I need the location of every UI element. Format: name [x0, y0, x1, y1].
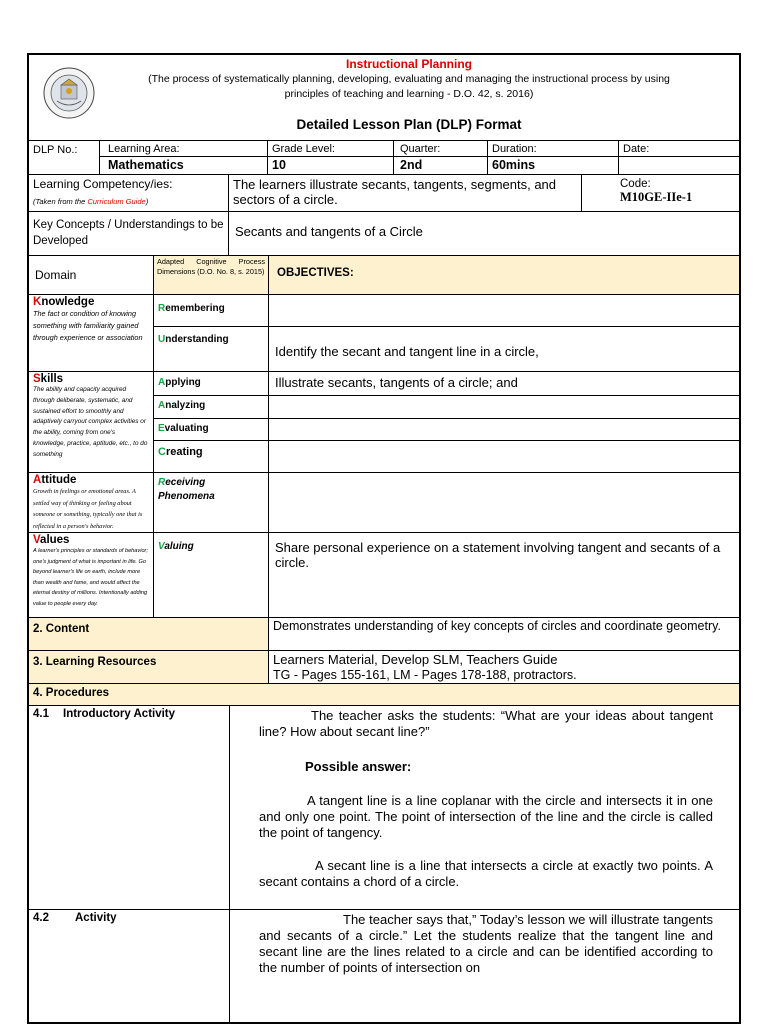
cognitive-understanding-cell: [154, 327, 269, 372]
values-title: Values: [33, 534, 70, 546]
valuing-label: Valuing: [158, 541, 194, 552]
competency-text-cell: [229, 175, 582, 212]
code-label: Code:: [620, 178, 651, 190]
values-description: A learner's principles or standards of behavior; one's judgment of what is important in life. Go beyond learner's life on earth, include more than wealth and fame, and would affect the eternal destiny of millions. Intentionally adding value to people every day.: [33, 548, 148, 607]
intro-possible-answer: Possible answer:: [305, 759, 412, 774]
cognitive-analyzing-cell: [154, 396, 269, 419]
resources-value-cell: [269, 651, 741, 684]
domain-skills-cell: [29, 372, 154, 473]
competency-text: The learners illustrate secants, tangents, segments, and sectors of a circle.: [233, 177, 557, 207]
domain-attitude-cell: [29, 473, 154, 533]
key-concepts-label-cell: [29, 212, 229, 256]
cognitive-applying-cell: [154, 372, 269, 396]
intro-label-cell: [29, 706, 230, 910]
quarter-value: 2nd: [400, 158, 423, 172]
grade-level-cell: [268, 141, 394, 175]
objective-applying: Illustrate secants, tangents of a circle; and: [275, 375, 518, 390]
activity-label-cell: [29, 910, 230, 1024]
learning-area-cell: [100, 141, 268, 175]
activity-body-cell: [230, 910, 741, 1024]
key-concepts-label: Key Concepts / Understandings to be Developed: [33, 219, 224, 247]
skills-description: The ability and capacity acquired through deliberate, systematic, and sustained effort to smoothly and adaptively carryout complex activities or the ability, coming from one's knowledge, practice, aptitude, etc., to do something: [33, 386, 148, 458]
grade-level-value: 10: [272, 158, 286, 172]
content-label-cell: [29, 618, 269, 651]
format-title: Detailed Lesson Plan (DLP) Format: [296, 117, 522, 132]
adapted-label: Adapted Cognitive Process Dimensions (D.O. No. 8, s. 2015): [157, 257, 265, 276]
applying-label: Applying: [158, 377, 201, 388]
activity-title: 4.2 Activity: [33, 912, 117, 924]
objective-valuing-cell: [269, 533, 741, 618]
header-title: Instructional Planning: [345, 57, 472, 71]
content-value: Demonstrates understanding of key concepts of circles and coordinate geometry.: [273, 619, 721, 633]
objective-creating-cell: [269, 441, 741, 473]
objectives-header-cell: [269, 256, 741, 295]
intro-paragraph-1: The teacher asks the students: “What are your ideas about tangent line? How about secant line?”: [259, 708, 713, 739]
cognitive-remembering-cell: [154, 295, 269, 327]
receiving-label: Receiving Phenomena: [158, 477, 215, 502]
intro-paragraph-2: A tangent line is a line coplanar with the circle and intersects it in one and only one point. The point of intersection of the line and the circle is called the point of tangency.: [259, 793, 713, 840]
lesson-plan-document: [27, 53, 741, 1024]
code-cell: [582, 175, 741, 212]
domain-knowledge-cell: [29, 295, 154, 372]
resources-line2: TG - Pages 155-161, LM - Pages 178-188, protractors.: [273, 668, 577, 682]
duration-label: Duration:: [488, 141, 618, 157]
domain-header-cell: [29, 256, 154, 295]
competency-note: (Taken from the Curriculum Guide): [33, 197, 149, 206]
content-label: 2. Content: [33, 623, 90, 635]
code-value: M10GE-IIe-1: [620, 190, 693, 204]
resources-label: 3. Learning Resources: [33, 656, 157, 668]
objective-analyzing-cell: [269, 396, 741, 419]
resources-label-cell: [29, 651, 269, 684]
domain-label: Domain: [35, 268, 77, 282]
evaluating-label: Evaluating: [158, 423, 209, 434]
objective-remembering-cell: [269, 295, 741, 327]
domain-values-cell: [29, 533, 154, 618]
objective-evaluating-cell: [269, 419, 741, 441]
attitude-title: Attitude: [33, 474, 77, 486]
learning-area-value: Mathematics: [108, 158, 184, 172]
skills-title: Skills: [33, 373, 64, 385]
key-concepts-value-cell: [229, 212, 741, 256]
duration-cell: [488, 141, 619, 175]
quarter-label: Quarter:: [394, 141, 487, 157]
header-description-line1: (The process of systematically planning, developing, evaluating and managing the instructional process by using: [148, 73, 670, 85]
attitude-description: Growth in feelings or emotional areas. A settled way of thinking or feeling about someone or something, typically one that is reflected in a person's behavior.: [33, 488, 143, 530]
competency-label: Learning Competency/ies:: [33, 177, 173, 191]
knowledge-title: Knowledge: [33, 296, 95, 308]
dlp-no-cell: [29, 141, 100, 175]
creating-label: Creating: [158, 446, 203, 458]
procedures-label: 4. Procedures: [33, 687, 110, 699]
content-value-cell: [269, 618, 741, 651]
dlp-no-label: DLP No.:: [33, 144, 78, 156]
quarter-cell: [394, 141, 488, 175]
deped-seal-icon: [43, 67, 95, 119]
objective-receiving-cell: [269, 473, 741, 533]
header-description: [89, 72, 729, 102]
remembering-label: Remembering: [158, 303, 225, 314]
date-cell: [619, 141, 741, 175]
date-label: Date:: [619, 141, 741, 157]
resources-line1: Learners Material, Develop SLM, Teachers Guide: [273, 652, 558, 667]
analyzing-label: Analyzing: [158, 400, 206, 411]
intro-title: 4.1 Introductory Activity: [33, 708, 176, 720]
objectives-label: OBJECTIVES:: [277, 267, 354, 279]
knowledge-description: The fact or condition of knowing something with familiarity gained through experience or association: [33, 309, 143, 342]
procedures-header-cell: [29, 684, 741, 706]
header-description-line2: principles of teaching and learning - D.O. 42, s. 2016): [284, 88, 534, 100]
objective-valuing: Share personal experience on a statement involving tangent and secants of a circle.: [275, 540, 721, 570]
intro-paragraph-3: A secant line is a line that intersects a circle at exactly two points. A secant contains a chord of a circle.: [259, 858, 713, 889]
date-value: [619, 157, 741, 173]
key-concepts-value: Secants and tangents of a Circle: [235, 224, 423, 239]
understanding-label: Understanding: [158, 334, 229, 345]
objective-applying-cell: [269, 372, 741, 396]
cognitive-receiving-cell: [154, 473, 269, 533]
learning-area-label: Learning Area:: [100, 141, 267, 157]
duration-value: 60mins: [492, 158, 536, 172]
grade-level-label: Grade Level:: [268, 141, 393, 157]
cognitive-creating-cell: [154, 441, 269, 473]
competency-label-cell: [29, 175, 229, 212]
intro-body-cell: [230, 706, 741, 910]
activity-paragraph-1: The teacher says that,” Today’s lesson we will illustrate tangents and secants of a circle.” Let the students realize that the tangent line and secant line are the lines related to a circle and can be identified according to the number of points of intersection on: [259, 912, 713, 975]
adapted-header-cell: [154, 256, 269, 295]
objective-understanding: Identify the secant and tangent line in a circle,: [275, 344, 539, 359]
cognitive-evaluating-cell: [154, 419, 269, 441]
cognitive-valuing-cell: [154, 533, 269, 618]
objective-understanding-cell: [269, 327, 741, 372]
